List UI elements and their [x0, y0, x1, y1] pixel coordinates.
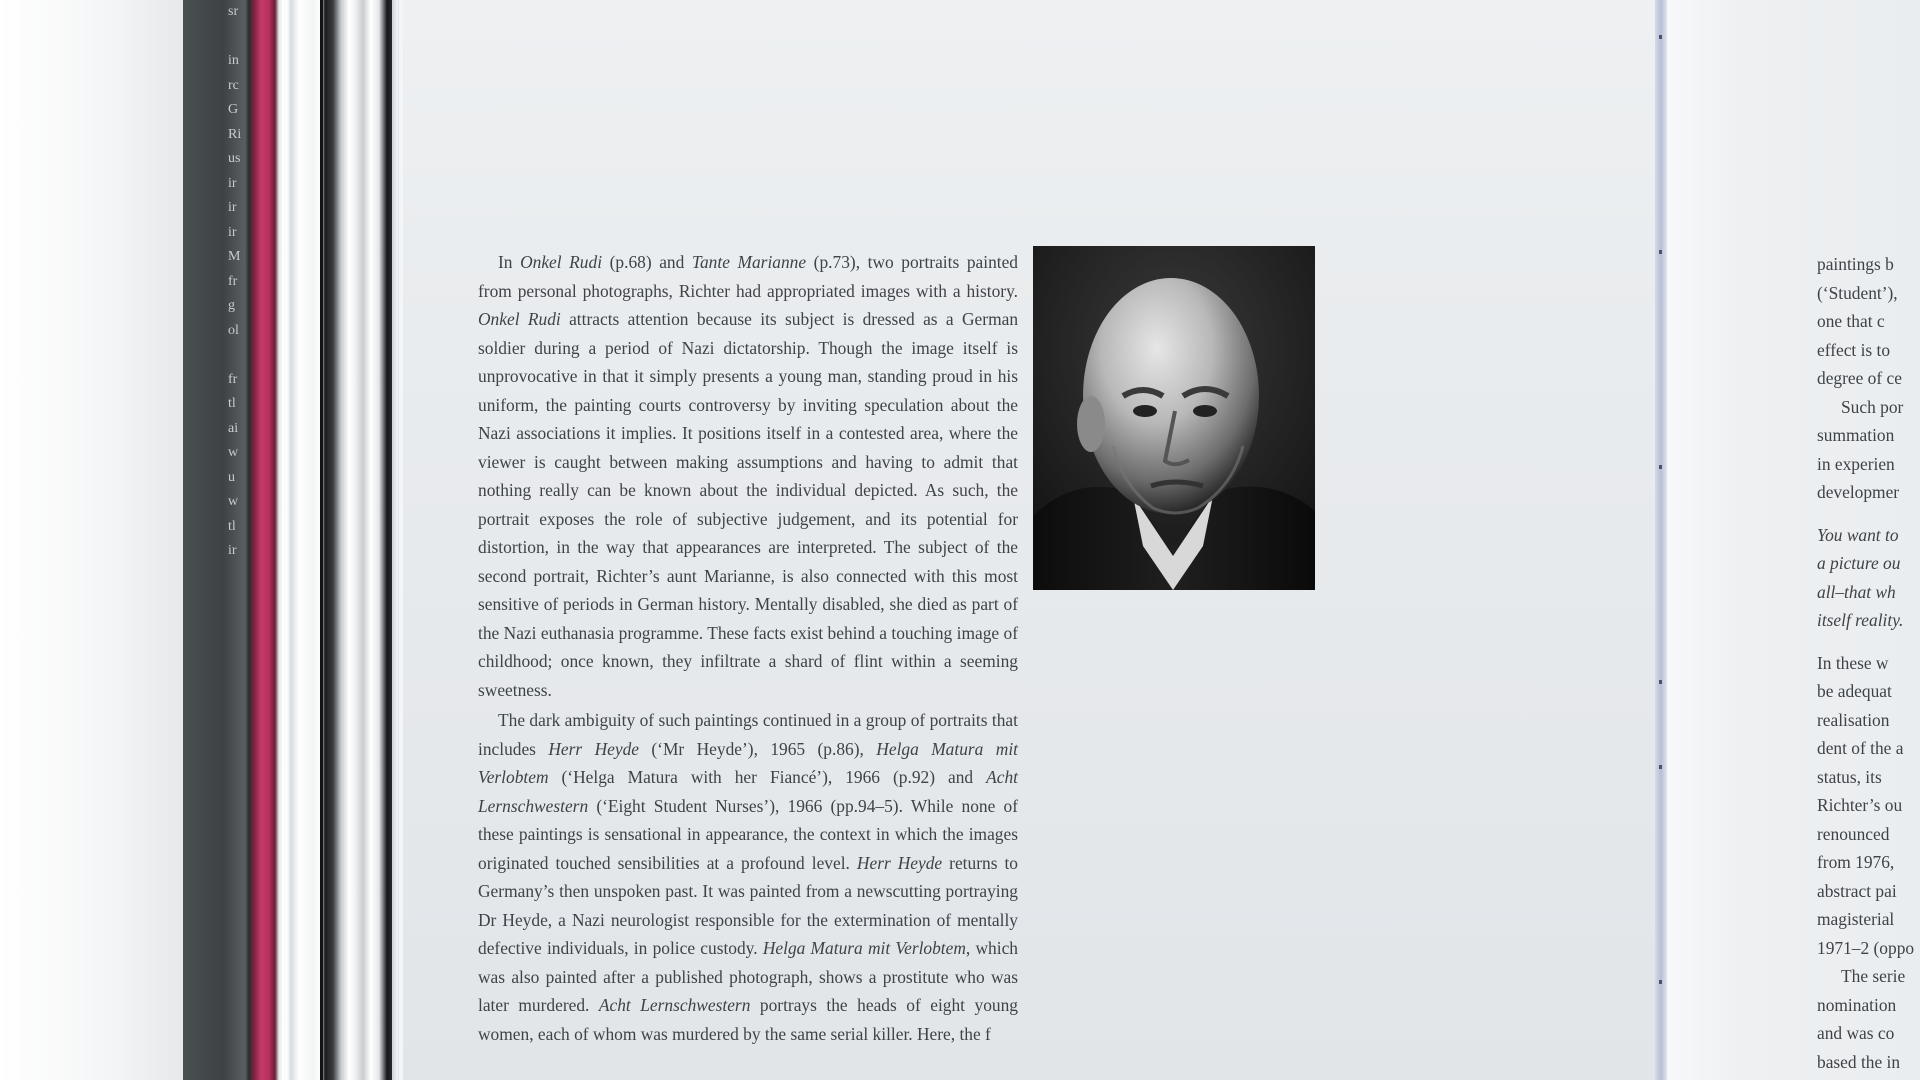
- prev-page-line: tl: [228, 518, 236, 534]
- text-run: (‘Helga Matura with her Fiancé’), 1966 (p.92) and: [548, 767, 987, 787]
- right-page-line: and was co: [1817, 1023, 1895, 1043]
- prev-page-line: in: [228, 53, 239, 68]
- portrait-photo-bald-man-icon: [1033, 246, 1315, 590]
- prev-page-line: fr: [228, 273, 238, 289]
- right-page-line: In these w: [1817, 652, 1889, 673]
- quote-line: You want to: [1817, 524, 1899, 545]
- right-page-line: 1971–2 (oppo: [1817, 937, 1915, 958]
- page-edge-shadow: [392, 0, 398, 1080]
- prev-page-line: ir: [228, 224, 237, 240]
- quote-line: a picture ou: [1817, 553, 1901, 573]
- right-page-line: (‘Student’),: [1817, 282, 1898, 303]
- right-page-line: paintings b: [1817, 254, 1894, 274]
- prev-page-line: us: [228, 151, 241, 166]
- body-paragraph: [478, 706, 1018, 1048]
- prev-page-line: M: [228, 249, 241, 264]
- page-edge-divider: [320, 0, 323, 1080]
- prev-page-line: fr: [228, 371, 238, 387]
- right-page-line: developmer: [1817, 482, 1900, 502]
- prev-page-line: g: [228, 298, 235, 313]
- right-page-line: effect is to: [1817, 339, 1891, 360]
- prev-page-line: ir: [228, 543, 237, 558]
- prev-page-line: ir: [228, 200, 237, 215]
- quote-line: itself reality.: [1817, 610, 1904, 630]
- artwork-title: Herr Heyde: [548, 738, 639, 759]
- prev-page-line: ir: [228, 175, 237, 191]
- text-run: (‘Eight Student Nurses’), 1966 (pp.94–5). While none of these paintings is sensational in appearance, the context in which the images originated touched sensibilities at a profound level.: [478, 795, 1018, 873]
- right-page-line: in experien: [1817, 453, 1895, 474]
- right-page-line: be adequat: [1817, 681, 1892, 701]
- prev-page-line: w: [228, 494, 239, 509]
- right-page-line: abstract pai: [1817, 880, 1897, 901]
- text-run: (p.68) and: [602, 252, 692, 272]
- main-text-column: [478, 248, 1018, 1048]
- text-run: The dark ambiguity of such paintings continued in a group of portraits that includes: [478, 710, 1018, 759]
- book-gutter: [1655, 0, 1667, 1080]
- portrait-photo: [1033, 246, 1315, 590]
- prev-page-line: sr: [228, 4, 239, 19]
- text-run: attracts attention because its subject is dressed as a German soldier during a period of Nazi dictatorship. Though the image itself is unprovocative in that it simply presents a young man, standing proud in his uniform, the painting courts controversy by inviting speculation about the Nazi associations it implies. It positions itself in a contested area, where the viewer is caught between making assumptions and having to admit that nothing really can be known about the individual depicted. As such, the portrait exposes the role of subjective judgement, and its potential for distortion, in the way that appearances are interpreted. The subject of the second portrait, Richter’s aunt Marianne, is also connected with this most sensitive of periods in German history. Mentally disabled, she died as part of the Nazi euthanasia programme. These facts exist behind a touching image of childhood; once known, they infiltrate a shard of flint within a seeming sweetness.: [478, 309, 1019, 700]
- right-page-line: degree of ce: [1817, 368, 1902, 388]
- quote-line: all–that wh: [1817, 581, 1896, 602]
- text-run: , which was also painted after a published photograph, shows a prostitute who was later murdered.: [478, 938, 1018, 1015]
- right-page-line: dent of the a: [1817, 738, 1904, 758]
- right-page-line: magisterial: [1817, 909, 1895, 929]
- prev-page-line: Ri: [228, 126, 242, 142]
- right-page-line: realisation: [1817, 709, 1890, 730]
- right-page-line: based the in: [1817, 1051, 1901, 1072]
- right-page-line: The serie: [1841, 966, 1906, 986]
- prev-page-line: ol: [228, 322, 239, 338]
- right-page-text-sliver: [1817, 250, 1920, 1076]
- page-edge-highlight: [282, 0, 284, 1080]
- artwork-title: Tante Marianne: [691, 252, 807, 272]
- prev-page-line: ai: [228, 420, 239, 436]
- artwork-title: Acht Lernschwestern: [478, 767, 1018, 816]
- artwork-title: Onkel Rudi: [478, 309, 561, 329]
- artwork-title: Acht Lernschwestern: [598, 995, 751, 1015]
- stacked-page-edges: [183, 0, 403, 1080]
- right-page-line: status, its: [1817, 766, 1882, 787]
- right-page-line: Richter’s ou: [1817, 795, 1903, 815]
- right-page-line: [1817, 507, 1920, 521]
- text-run: In: [498, 252, 521, 272]
- artwork-title: Herr Heyde: [856, 852, 943, 873]
- background-blur: [0, 0, 185, 1080]
- right-page-line: renounced: [1817, 823, 1890, 844]
- text-run: portrays the heads of eight young women, each of whom was murdered by the same serial killer. Here, the f: [478, 995, 1018, 1044]
- prev-page-line: u: [228, 469, 235, 485]
- right-page-line: [1817, 635, 1920, 649]
- prev-page-line: G: [228, 102, 239, 117]
- prev-page-line: rc: [228, 77, 239, 93]
- text-run: (p.73), two portraits painted from personal photographs, Richter had appropriated images with a history.: [478, 252, 1019, 301]
- text-run: returns to Germany’s then unspoken past. It was painted from a newscutting portraying Dr Heyde, a Nazi neurologist responsible for the extermination of mentally defective individuals, in police custody.: [478, 852, 1018, 958]
- right-page-line: from 1976,: [1817, 852, 1895, 872]
- prev-page-line: w: [228, 445, 239, 460]
- artwork-title: Helga Matura mit Verlobtem: [478, 738, 1018, 787]
- prev-page-line: [228, 343, 250, 368]
- artwork-title: Helga Matura mit Verlobtem: [762, 938, 966, 958]
- prev-page-line: [228, 25, 250, 50]
- prev-page-line: tl: [228, 396, 236, 411]
- right-page-line: one that c: [1817, 311, 1885, 331]
- body-paragraph: [478, 248, 1018, 704]
- previous-page-text-sliver: [228, 0, 250, 564]
- artwork-title: Onkel Rudi: [520, 252, 603, 272]
- right-page-line: Such por: [1841, 396, 1904, 417]
- right-page-line: nomination: [1817, 994, 1897, 1015]
- text-run: (‘Mr Heyde’), 1965 (p.86),: [638, 738, 877, 759]
- right-page-line: summation: [1817, 425, 1895, 445]
